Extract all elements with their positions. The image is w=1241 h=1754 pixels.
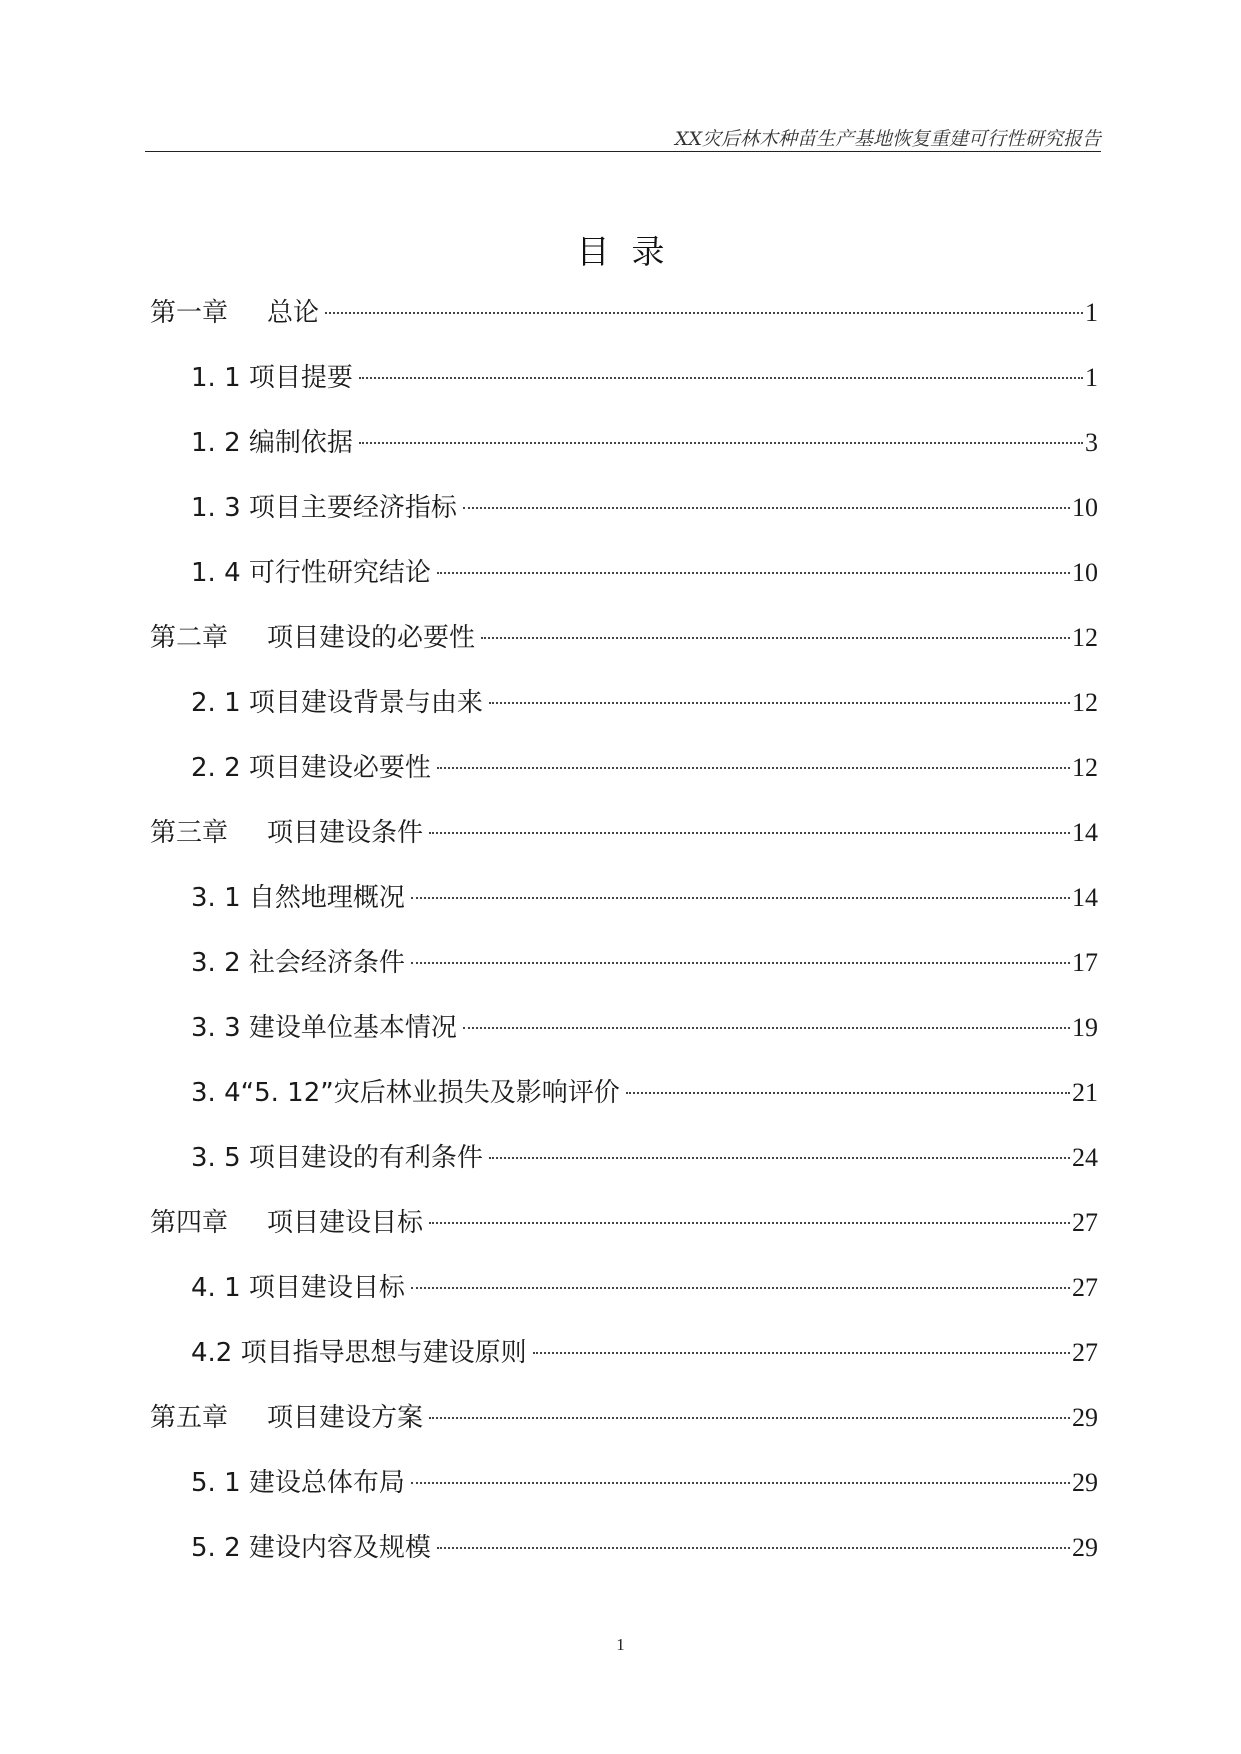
toc-page-number: 24 (1072, 1143, 1098, 1172)
toc-page-number: 29 (1072, 1403, 1098, 1432)
toc-section-entry[interactable] (150, 878, 1098, 943)
toc-chapter-entry[interactable] (150, 293, 1098, 358)
toc-section-entry[interactable] (150, 748, 1098, 813)
toc-dot-leader (626, 1092, 1070, 1094)
toc-entry-text: 4.2 项目指导思想与建设原则 (191, 1338, 527, 1368)
toc-dot-leader (429, 1417, 1070, 1419)
toc-page-number: 1 (1085, 363, 1098, 392)
toc-page-number: 29 (1072, 1533, 1098, 1562)
toc-page-number: 10 (1072, 493, 1098, 522)
toc-entry-label (191, 358, 357, 398)
toc-chapter-entry[interactable] (150, 1398, 1098, 1463)
toc-dot-leader (411, 962, 1070, 964)
toc-section-entry[interactable] (150, 1008, 1098, 1073)
toc-page-number: 19 (1072, 1013, 1098, 1042)
toc-chapter-number: 第一章 (150, 298, 229, 328)
toc-entry-text: 项目建设的必要性 (267, 623, 476, 653)
toc-entry-text: 项目建设目标 (267, 1208, 424, 1238)
toc-chapter-entry[interactable] (150, 813, 1098, 878)
toc-dot-leader (429, 1222, 1070, 1224)
toc-page-number: 12 (1072, 753, 1098, 782)
toc-dot-leader (359, 377, 1083, 379)
toc-dot-leader (325, 312, 1083, 314)
toc-entry-label (191, 553, 435, 593)
toc-entry-text: 3. 4“5. 12”灾后林业损失及影响评价 (191, 1078, 620, 1108)
toc-page-number: 14 (1072, 818, 1098, 847)
toc-chapter-number: 第五章 (150, 1403, 229, 1433)
toc-section-entry[interactable] (150, 1463, 1098, 1528)
toc-section-entry[interactable] (150, 358, 1098, 423)
toc-entry-text: 项目建设方案 (267, 1403, 424, 1433)
toc-dot-leader (463, 1027, 1070, 1029)
toc-entry-label (191, 1008, 461, 1048)
toc-dot-leader (429, 832, 1070, 834)
toc-entry-label (191, 488, 461, 528)
toc-page-number: 1 (1085, 298, 1098, 327)
toc-entry-label (150, 813, 427, 853)
toc-page-number: 17 (1072, 948, 1098, 977)
toc-entry-text: 3. 3 建设单位基本情况 (191, 1013, 457, 1043)
toc-page-number: 10 (1072, 558, 1098, 587)
toc-section-entry[interactable] (150, 683, 1098, 748)
toc-chapter-number: 第三章 (150, 818, 229, 848)
page-number: 1 (616, 1635, 625, 1654)
toc-dot-leader (359, 442, 1083, 444)
toc-dot-leader (411, 1482, 1070, 1484)
toc-dot-leader (489, 702, 1070, 704)
toc-entry-label (191, 1138, 487, 1178)
toc-page-number: 27 (1072, 1338, 1098, 1367)
toc-entry-text: 总论 (267, 298, 320, 328)
toc-entry-text: 3. 2 社会经济条件 (191, 948, 405, 978)
toc-page-number: 12 (1072, 688, 1098, 717)
toc-section-entry[interactable] (150, 943, 1098, 1008)
toc-dot-leader (533, 1352, 1070, 1354)
toc-entry-label (150, 618, 479, 658)
toc-chapter-number: 第二章 (150, 623, 229, 653)
header-divider (145, 151, 1101, 152)
toc-page-number: 12 (1072, 623, 1098, 652)
toc-entry-text: 5. 1 建设总体布局 (191, 1468, 405, 1498)
toc-entry-text: 1. 2 编制依据 (191, 428, 353, 458)
toc-chapter-entry[interactable] (150, 1203, 1098, 1268)
toc-entry-text: 4. 1 项目建设目标 (191, 1273, 405, 1303)
toc-entry-label (191, 1528, 435, 1568)
toc-entry-label (150, 1203, 427, 1243)
toc-section-entry[interactable] (150, 1528, 1098, 1593)
toc-section-entry[interactable] (150, 1073, 1098, 1138)
toc-section-entry[interactable] (150, 1268, 1098, 1333)
toc-page-number: 3 (1085, 428, 1098, 457)
toc-entry-text: 5. 2 建设内容及规模 (191, 1533, 431, 1563)
toc-entry-text: 2. 2 项目建设必要性 (191, 753, 431, 783)
toc-entry-label (150, 1398, 427, 1438)
toc-section-entry[interactable] (150, 488, 1098, 553)
toc-entry-text: 3. 1 自然地理概况 (191, 883, 405, 913)
toc-section-entry[interactable] (150, 553, 1098, 618)
toc-entry-label (150, 293, 323, 333)
toc-entry-label (191, 1463, 409, 1503)
toc-entry-text: 2. 1 项目建设背景与由来 (191, 688, 483, 718)
toc-section-entry[interactable] (150, 423, 1098, 488)
toc-entry-text: 1. 1 项目提要 (191, 363, 353, 393)
toc-dot-leader (437, 1547, 1070, 1549)
toc-chapter-entry[interactable] (150, 618, 1098, 683)
toc-entry-label (191, 748, 435, 788)
toc-entry-label (191, 943, 409, 983)
toc-entry-text: 1. 3 项目主要经济指标 (191, 493, 457, 523)
toc-entry-text: 1. 4 可行性研究结论 (191, 558, 431, 588)
toc-page-number: 27 (1072, 1208, 1098, 1237)
toc-heading: 目录 (576, 232, 687, 271)
toc-chapter-number: 第四章 (150, 1208, 229, 1238)
toc-entry-label (191, 1333, 531, 1373)
toc-entry-label (191, 423, 357, 463)
toc-entry-label (191, 683, 487, 723)
toc-dot-leader (437, 572, 1070, 574)
toc-section-entry[interactable] (150, 1333, 1098, 1398)
toc-entry-label (191, 1268, 409, 1308)
toc-dot-leader (489, 1157, 1070, 1159)
running-header-title: XX灾后林木种苗生产基地恢复重建可行性研究报告 (674, 128, 1101, 150)
toc-entry-label (191, 878, 409, 918)
toc-section-entry[interactable] (150, 1138, 1098, 1203)
toc-dot-leader (481, 637, 1070, 639)
toc-page-number: 27 (1072, 1273, 1098, 1302)
toc-dot-leader (437, 767, 1070, 769)
toc-page-number: 14 (1072, 883, 1098, 912)
toc-entry-label (191, 1073, 624, 1113)
toc-entry-text: 项目建设条件 (267, 818, 424, 848)
toc-dot-leader (463, 507, 1070, 509)
table-of-contents (150, 293, 1098, 1593)
toc-page-number: 29 (1072, 1468, 1098, 1497)
toc-dot-leader (411, 1287, 1070, 1289)
toc-dot-leader (411, 897, 1070, 899)
toc-page-number: 21 (1072, 1078, 1098, 1107)
toc-entry-text: 3. 5 项目建设的有利条件 (191, 1143, 483, 1173)
